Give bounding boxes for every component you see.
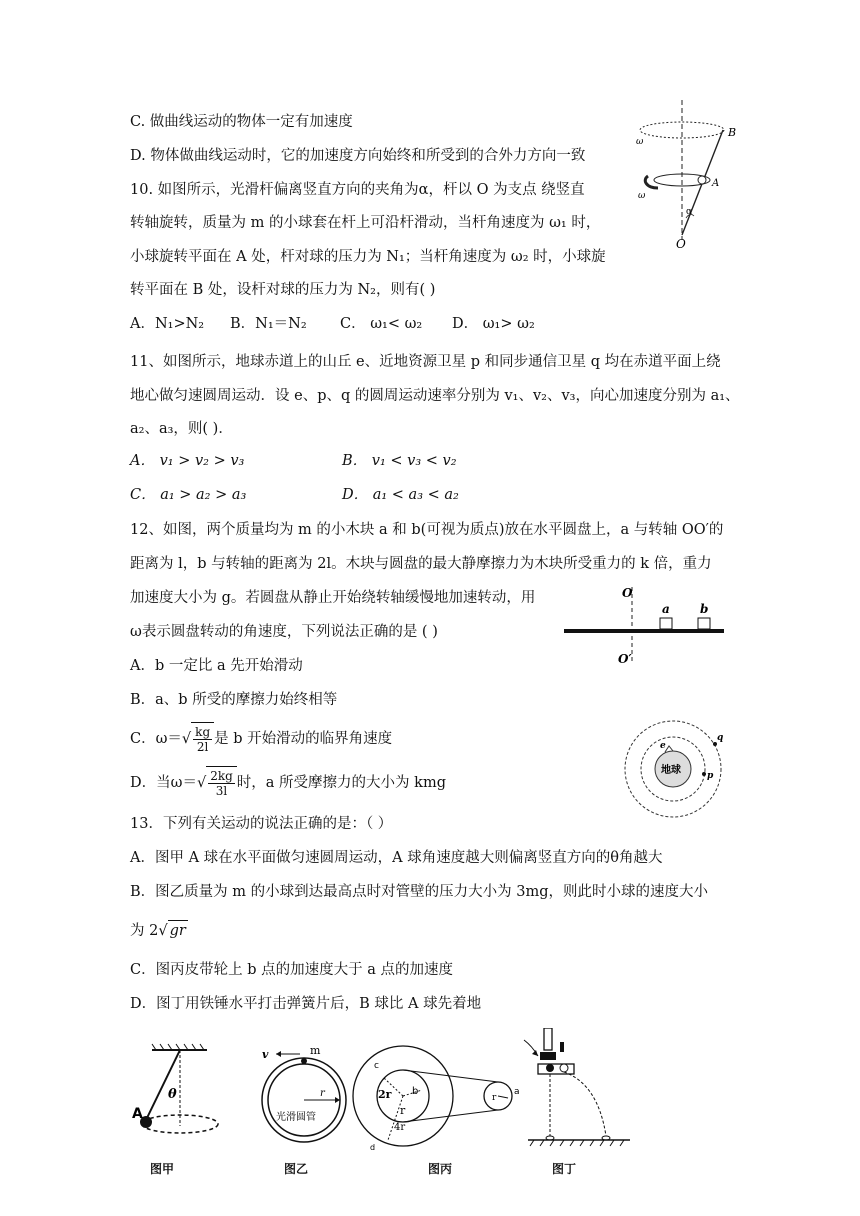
q12-stem-line1: 12、如图，两个质量均为 m 的小木块 a 和 b(可视为质点)放在水平圆盘上，a 与转轴 OO′的 [130,522,724,538]
q12-option-c [130,722,392,755]
q11-label-e: e [660,741,666,751]
q13-yi-label-v: v [262,1048,269,1061]
q10-rod-figure [628,100,748,250]
q11-option-b: B． v₁ < v₃ < v₂ [342,453,457,469]
q12-option-d-fraction [208,769,235,798]
q11-option-d: D． a₁ < a₃ < a₂ [342,487,459,503]
q10-stem-line3: 小球旋转平面在 A 处，杆对球的压力为 N₁；当杆角速度为 ω₂ 时，小球旋 [130,249,606,265]
q10-option-c: C． ω₁< ω₂ [340,316,423,332]
q12-c-numerator: kg [195,724,211,739]
q12-option-b: B．a、b 所受的摩擦力始终相等 [130,692,338,708]
q13-bing-label-r: r [400,1104,406,1117]
q12-option-d-prefix: D．当ω＝ [130,775,197,791]
q11-stem-line3: a₂、a₃，则( )． [130,421,233,437]
q12-option-c-prefix: C．ω＝ [130,731,182,747]
q13-option-d: D．图丁用铁锤水平打击弹簧片后，B 球比 A 球先着地 [130,996,482,1012]
q13-figure-yi [256,1040,356,1150]
q11-stem-line2: 地心做匀速圆周运动．设 e、p、q 的圆周运动速率分别为 v₁、v₂、v₃，向心加速度分别为 a₁、 [130,388,740,404]
q9-option-d: D. 物体做曲线运动时，它的加速度方向始终和所受到的合外力方向一致 [130,148,586,164]
sqrt-symbol-icon: √ [158,923,168,939]
q13-figure-bing [348,1036,528,1156]
q10-option-a: A．N₁>N₂ [130,316,205,332]
q13-yi-label-m: m [310,1044,321,1057]
q13-yi-label-tube: 光滑圆管 [276,1112,316,1123]
q10-label-alpha: α [686,207,693,217]
q13-caption-yi: 图乙 [284,1162,309,1176]
q10-label-b: B [728,126,737,139]
q13-bing-label-a: a [514,1087,520,1097]
q13-option-b-line2 [130,920,188,941]
q12-option-c-fraction [193,725,212,754]
q12-d-denominator: 3l [215,783,228,798]
q11-label-q: q [717,733,724,743]
q13-option-c: C．图丙皮带轮上 b 点的加速度大于 a 点的加速度 [130,962,453,978]
q12-stem-line4: ω表示圆盘转动的角速度，下列说法正确的是 ( ) [130,624,438,640]
q12-c-denominator: 2l [196,739,209,754]
q13-bing-label-b: b [412,1086,419,1097]
q12-label-o-prime: O′ [618,652,632,665]
q12-option-a: A．b 一定比 a 先开始滑动 [130,658,303,674]
q13-jia-theta: θ [168,1087,177,1102]
q13-bing-label-d: d [370,1143,376,1152]
q11-label-earth: 地球 [661,765,681,776]
q12-turntable-figure [560,585,730,665]
q13-caption-bing: 图丙 [428,1162,453,1176]
q11-label-p: p [707,771,714,781]
q11-earth-figure [618,714,728,824]
q10-option-d: D． ω₁> ω₂ [452,316,535,332]
q12-label-b: b [700,602,709,616]
q13-bing-label-2r: 2r [378,1088,392,1101]
q12-label-a: a [662,602,670,616]
q12-d-numerator: 2kg [210,768,233,783]
q13-figure-jia [132,1040,242,1160]
q12-option-d-suffix: 时，a 所受摩擦力的大小为 kmg [236,775,446,791]
sqrt-symbol-icon: √ [181,731,192,747]
q12-option-c-suffix: 是 b 开始滑动的临界角速度 [214,731,393,747]
q13-bing-label-4r: 4r [394,1122,406,1133]
q10-option-b: B．N₁＝N₂ [230,316,307,332]
q10-label-a: A [712,178,720,189]
q13-option-b-line1: B．图乙质量为 m 的小球到达最高点时对管壁的压力大小为 3mg，则此时小球的速度大小 [130,884,708,900]
q11-stem-line1: 11、如图所示，地球赤道上的山丘 e、近地资源卫星 p 和同步通信卫星 q 均在赤道平面上绕 [130,354,721,370]
sqrt-symbol-icon: √ [196,775,207,791]
q10-label-omega2: ω [638,191,646,201]
q13-yi-label-r: r [320,1088,325,1099]
q12-label-o: O [622,586,633,600]
q12-stem-line2: 距离为 l，b 与转轴的距离为 2l。木块与圆盘的最大静摩擦力为木块所受重力的 k 倍，重力 [130,556,712,572]
q13-bing-label-c: c [374,1061,379,1071]
q10-label-o: O [676,237,686,250]
q13-option-a: A．图甲 A 球在水平面做匀速圆周运动，A 球角速度越大则偏离竖直方向的θ角越大 [130,850,663,866]
q13-figure-ding [520,1028,640,1158]
q11-option-c: C． a₁ > a₂ > a₃ [130,487,247,503]
q9-option-c: C. 做曲线运动的物体一定有加速度 [130,114,353,130]
q13-jia-label-a: A [132,1106,143,1122]
q10-stem-line2: 转轴旋转，质量为 m 的小球套在杆上可沿杆滑动，当杆角速度为 ω₁ 时， [130,215,601,231]
q13-caption-ding: 图丁 [552,1162,577,1176]
q12-stem-line3: 加速度大小为 g。若圆盘从静止开始绕转轴缓慢地加速转动，用 [130,590,536,606]
q12-option-d [130,766,446,799]
q10-stem-line4: 转平面在 B 处，设杆对球的压力为 N₂，则有( ) [130,282,436,298]
q13-stem: 13．下列有关运动的说法正确的是：（ ） [130,816,393,832]
q13-bing-label-ra: r [492,1093,497,1103]
q11-option-a: A． v₁ > v₂ > v₃ [130,453,245,469]
q13-caption-jia: 图甲 [150,1162,175,1176]
q13-option-b-radicand: gr [168,920,188,941]
q13-option-b-prefix: 为 2 [130,923,159,939]
q10-label-omega1: ω [636,137,644,147]
q10-stem-line1: 10. 如图所示，光滑杆偏离竖直方向的夹角为α，杆以 O 为支点 绕竖直 [130,182,585,198]
